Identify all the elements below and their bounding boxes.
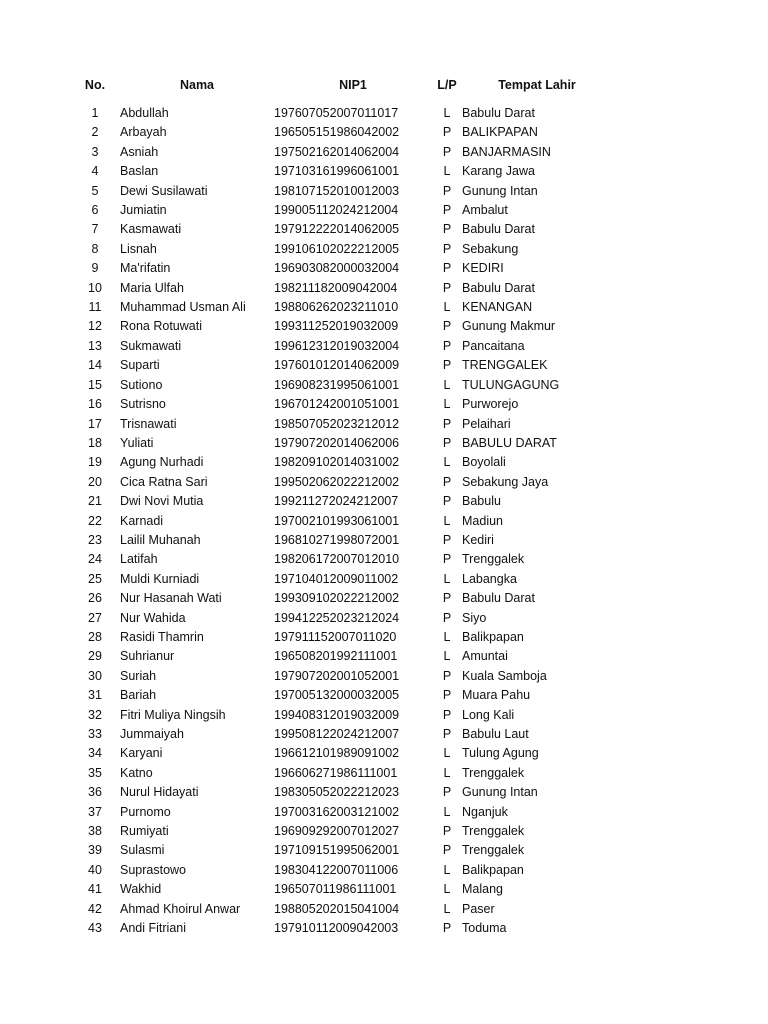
- cell-nip: 199502062022212002: [274, 474, 400, 489]
- table-row: [70, 550, 612, 569]
- cell-nip: 199311252019032009: [274, 319, 399, 334]
- cell-nip: 197911152007011020: [274, 629, 397, 644]
- cell-nip: 196908231995061001: [274, 377, 400, 392]
- cell-nama: Cica Ratna Sari: [120, 474, 208, 489]
- cell-nama: Sulasmi: [120, 843, 165, 858]
- cell-lp: L: [443, 746, 451, 761]
- cell-no: 15: [88, 377, 102, 392]
- table-row: [70, 570, 612, 589]
- cell-no: 17: [88, 416, 102, 431]
- cell-nip: 197607052007011017: [274, 106, 399, 120]
- header-tempat-lahir: Tempat Lahir: [498, 78, 576, 93]
- cell-lp: L: [443, 862, 451, 877]
- cell-lp: L: [443, 455, 451, 470]
- table-row: [70, 298, 612, 317]
- cell-lp: L: [443, 765, 451, 780]
- cell-no: 7: [91, 222, 99, 237]
- cell-lp: L: [443, 629, 451, 644]
- table-row: [70, 861, 612, 880]
- cell-nip: 197502162014062004: [274, 144, 400, 159]
- table-row: [70, 706, 612, 725]
- cell-nama: Muhammad Usman Ali: [120, 300, 246, 315]
- cell-nama: Nur Hasanah Wati: [120, 591, 222, 606]
- table-row: [70, 667, 612, 686]
- cell-lp: P: [442, 338, 452, 353]
- cell-no: 5: [91, 183, 99, 198]
- table-row: [70, 337, 612, 356]
- table-row: [70, 880, 612, 899]
- table-row: [70, 123, 612, 142]
- cell-no: 13: [88, 338, 102, 353]
- cell-no: 32: [88, 707, 102, 722]
- cell-nama: Baslan: [120, 164, 159, 179]
- table-row: [70, 473, 612, 492]
- cell-no: 29: [88, 649, 102, 664]
- cell-no: 42: [88, 901, 102, 916]
- table-row: [70, 356, 612, 375]
- cell-nama: Asniah: [120, 144, 159, 159]
- table-header: [70, 76, 612, 104]
- cell-no: 6: [91, 203, 99, 218]
- cell-lp: P: [442, 727, 452, 741]
- cell-tempat-lahir: Malang: [462, 882, 503, 897]
- cell-lp: P: [442, 921, 452, 936]
- cell-lp: P: [442, 203, 452, 218]
- cell-nama: Arbayah: [120, 125, 167, 140]
- cell-tempat-lahir: Siyo: [462, 610, 487, 625]
- cell-nip: 199612312019032004: [274, 338, 400, 353]
- cell-no: 33: [88, 727, 102, 741]
- cell-tempat-lahir: Gunung Intan: [462, 785, 538, 800]
- cell-nip: 198805202015041004: [274, 901, 400, 916]
- cell-no: 8: [91, 241, 99, 256]
- cell-tempat-lahir: TRENGGALEK: [462, 358, 548, 373]
- cell-nama: Suparti: [120, 358, 160, 373]
- cell-nip: 198211182009042004: [274, 280, 398, 295]
- cell-nip: 198209102014031002: [274, 455, 400, 470]
- cell-nama: Katno: [120, 765, 153, 780]
- cell-lp: P: [442, 688, 452, 703]
- header-nama: Nama: [179, 78, 215, 93]
- cell-tempat-lahir: Babulu Laut: [462, 727, 529, 741]
- header-lp: L/P: [437, 78, 457, 93]
- table-row: [70, 647, 612, 666]
- cell-nama: Nur Wahida: [120, 610, 186, 625]
- cell-lp: P: [442, 474, 452, 489]
- table-row: [70, 201, 612, 220]
- cell-no: 37: [88, 804, 102, 819]
- table-row: [70, 803, 612, 822]
- cell-tempat-lahir: Purworejo: [462, 397, 519, 412]
- cell-no: 35: [88, 765, 102, 780]
- cell-tempat-lahir: Tulung Agung: [462, 746, 539, 761]
- cell-no: 23: [88, 532, 102, 547]
- cell-nama: Karnadi: [120, 513, 164, 528]
- cell-nama: Dwi Novi Mutia: [120, 494, 204, 509]
- cell-no: 16: [88, 397, 102, 412]
- table-row: [70, 783, 612, 802]
- cell-tempat-lahir: Babulu Darat: [462, 222, 535, 237]
- cell-nip: 199412252023212024: [274, 610, 400, 625]
- cell-lp: P: [442, 183, 452, 198]
- cell-lp: P: [442, 435, 452, 450]
- cell-tempat-lahir: Trenggalek: [462, 765, 525, 780]
- cell-nip: 198305052022212023: [274, 785, 400, 800]
- cell-nama: Kasmawati: [120, 222, 182, 237]
- cell-lp: P: [442, 552, 452, 567]
- cell-tempat-lahir: Ambalut: [462, 203, 508, 218]
- cell-nama: Wakhid: [120, 882, 162, 897]
- cell-lp: P: [442, 261, 452, 276]
- cell-lp: P: [442, 785, 452, 800]
- cell-lp: P: [442, 494, 452, 509]
- cell-nip: 196507011986111001: [274, 882, 397, 897]
- table-row: [70, 376, 612, 395]
- cell-lp: P: [442, 280, 452, 295]
- cell-lp: L: [443, 649, 451, 664]
- cell-no: 19: [88, 455, 102, 470]
- cell-no: 31: [88, 688, 102, 703]
- cell-nama: Fitri Muliya Ningsih: [120, 707, 226, 722]
- cell-nama: Karyani: [120, 746, 163, 761]
- cell-tempat-lahir: Long Kali: [462, 707, 515, 722]
- cell-nip: 199408312019032009: [274, 707, 400, 722]
- cell-nama: Rona Rotuwati: [120, 319, 202, 334]
- cell-lp: P: [442, 610, 452, 625]
- cell-lp: L: [443, 901, 451, 916]
- cell-no: 4: [91, 164, 99, 179]
- cell-lp: L: [443, 804, 451, 819]
- cell-no: 30: [88, 668, 102, 683]
- cell-nip: 197103161996061001: [274, 164, 400, 179]
- cell-no: 40: [88, 862, 102, 877]
- cell-tempat-lahir: Nganjuk: [462, 804, 508, 819]
- cell-nama: Purnomo: [120, 804, 171, 819]
- cell-nama: Sutrisno: [120, 397, 166, 412]
- table-row: [70, 240, 612, 259]
- table-body: [70, 104, 612, 938]
- cell-lp: L: [443, 377, 451, 392]
- cell-nip: 198806262023211010: [274, 300, 399, 315]
- cell-tempat-lahir: Boyolali: [462, 455, 506, 470]
- cell-nip: 197601012014062009: [274, 358, 400, 373]
- cell-nama: Abdullah: [120, 106, 169, 120]
- table-row: [70, 725, 612, 744]
- cell-nama: Ma'rifatin: [120, 261, 171, 276]
- cell-lp: L: [443, 106, 451, 120]
- cell-nip: 197910112009042003: [274, 921, 399, 936]
- cell-nama: Maria Ulfah: [120, 280, 184, 295]
- cell-nip: 197005132000032005: [274, 688, 400, 703]
- cell-tempat-lahir: KEDIRI: [462, 261, 504, 276]
- cell-no: 38: [88, 824, 102, 839]
- table-row: [70, 589, 612, 608]
- cell-nama: Bariah: [120, 688, 157, 703]
- cell-tempat-lahir: Gunung Makmur: [462, 319, 556, 334]
- cell-tempat-lahir: Trenggalek: [462, 552, 525, 567]
- table-row: [70, 162, 612, 181]
- cell-nip: 197003162003121002: [274, 804, 400, 819]
- cell-nama: Ahmad Khoirul Anwar: [120, 901, 241, 916]
- employee-table: [70, 76, 612, 938]
- cell-tempat-lahir: BABULU DARAT: [462, 435, 557, 450]
- cell-nip: 197002101993061001: [274, 513, 400, 528]
- cell-nama: Trisnawati: [120, 416, 177, 431]
- cell-tempat-lahir: Toduma: [462, 921, 507, 936]
- cell-no: 34: [88, 746, 102, 761]
- table-row: [70, 182, 612, 201]
- cell-tempat-lahir: Babulu Darat: [462, 106, 535, 120]
- table-row: [70, 492, 612, 511]
- cell-lp: P: [442, 358, 452, 373]
- cell-lp: P: [442, 707, 452, 722]
- cell-nip: 199309102022212002: [274, 591, 400, 606]
- cell-nama: Nurul Hidayati: [120, 785, 199, 800]
- table-row: [70, 143, 612, 162]
- cell-tempat-lahir: BANJARMASIN: [462, 144, 551, 159]
- table-row: [70, 900, 612, 919]
- table-row: [70, 628, 612, 647]
- cell-nip: 199211272024212007: [274, 494, 399, 509]
- cell-tempat-lahir: Amuntai: [462, 649, 508, 664]
- table-row: [70, 434, 612, 453]
- cell-lp: P: [442, 824, 452, 839]
- table-row: [70, 317, 612, 336]
- cell-nama: Andi Fitriani: [120, 921, 186, 936]
- cell-no: 3: [91, 144, 99, 159]
- cell-tempat-lahir: Paser: [462, 901, 495, 916]
- table-row: [70, 841, 612, 860]
- cell-no: 14: [88, 358, 102, 373]
- cell-no: 18: [88, 435, 102, 450]
- table-row: [70, 104, 612, 123]
- cell-nip: 196612101989091002: [274, 746, 400, 761]
- cell-tempat-lahir: Balikpapan: [462, 629, 524, 644]
- cell-nip: 198507052023212012: [274, 416, 400, 431]
- cell-lp: P: [442, 241, 452, 256]
- cell-tempat-lahir: Babulu Darat: [462, 280, 535, 295]
- cell-no: 10: [88, 280, 102, 295]
- cell-lp: L: [443, 513, 451, 528]
- cell-nip: 199508122024212007: [274, 727, 400, 741]
- cell-lp: P: [442, 591, 452, 606]
- cell-no: 22: [88, 513, 102, 528]
- cell-nip: 196909292007012027: [274, 824, 400, 839]
- cell-nama: Jummaiyah: [120, 727, 184, 741]
- cell-nama: Rumiyati: [120, 824, 169, 839]
- table-row: [70, 415, 612, 434]
- table-row: [70, 512, 612, 531]
- cell-nip: 196508201992111001: [274, 649, 398, 664]
- cell-tempat-lahir: Kuala Samboja: [462, 668, 547, 683]
- cell-tempat-lahir: Madiun: [462, 513, 503, 528]
- cell-nama: Jumiatin: [120, 203, 167, 218]
- table-row: [70, 609, 612, 628]
- cell-nama: Dewi Susilawati: [120, 183, 208, 198]
- cell-nip: 196505151986042002: [274, 125, 400, 140]
- cell-tempat-lahir: Sebakung: [462, 241, 519, 256]
- cell-tempat-lahir: Pelaihari: [462, 416, 511, 431]
- cell-nama: Rasidi Thamrin: [120, 629, 204, 644]
- cell-no: 28: [88, 629, 102, 644]
- cell-lp: L: [443, 164, 451, 179]
- table-row: [70, 744, 612, 763]
- cell-tempat-lahir: Balikpapan: [462, 862, 524, 877]
- cell-nip: 199106102022212005: [274, 241, 400, 256]
- header-row: [70, 76, 612, 104]
- cell-tempat-lahir: Pancaitana: [462, 338, 525, 353]
- cell-tempat-lahir: Trenggalek: [462, 843, 525, 858]
- cell-no: 1: [91, 106, 99, 120]
- cell-nama: Agung Nurhadi: [120, 455, 204, 470]
- cell-lp: P: [442, 843, 452, 858]
- cell-nip: 198107152010012003: [274, 183, 400, 198]
- cell-nama: Sukmawati: [120, 338, 182, 353]
- cell-tempat-lahir: KENANGAN: [462, 300, 533, 315]
- cell-lp: L: [443, 397, 451, 412]
- cell-nama: Latifah: [120, 552, 158, 567]
- cell-no: 12: [88, 319, 102, 334]
- cell-lp: P: [442, 222, 452, 237]
- cell-lp: L: [443, 571, 451, 586]
- table-row: [70, 531, 612, 550]
- table-row: [70, 220, 612, 239]
- cell-no: 2: [91, 125, 99, 140]
- cell-tempat-lahir: TULUNGAGUNG: [462, 377, 560, 392]
- cell-nama: Suhrianur: [120, 649, 175, 664]
- cell-nip: 196606271986111001: [274, 765, 398, 780]
- cell-no: 21: [88, 494, 102, 509]
- cell-nip: 198304122007011006: [274, 862, 399, 877]
- cell-nip: 199005112024212004: [274, 203, 399, 218]
- table-row: [70, 279, 612, 298]
- table-row: [70, 764, 612, 783]
- cell-tempat-lahir: Muara Pahu: [462, 688, 531, 703]
- cell-nama: Suprastowo: [120, 862, 187, 877]
- cell-nip: 197912222014062005: [274, 222, 400, 237]
- cell-no: 9: [91, 261, 99, 276]
- cell-tempat-lahir: Trenggalek: [462, 824, 525, 839]
- cell-nama: Lailil Muhanah: [120, 532, 201, 547]
- cell-no: 11: [88, 300, 102, 315]
- cell-no: 39: [88, 843, 102, 858]
- cell-nama: Lisnah: [120, 241, 157, 256]
- header-nip: NIP1: [339, 78, 367, 93]
- cell-nama: Muldi Kurniadi: [120, 571, 200, 586]
- cell-lp: P: [442, 144, 452, 159]
- cell-nama: Suriah: [120, 668, 157, 683]
- table-row: [70, 395, 612, 414]
- cell-no: 26: [88, 591, 102, 606]
- table-row: [70, 822, 612, 841]
- cell-nip: 198206172007012010: [274, 552, 400, 567]
- cell-tempat-lahir: Sebakung Jaya: [462, 474, 549, 489]
- cell-nip: 196701242001051001: [274, 397, 400, 412]
- cell-nama: Yuliati: [120, 435, 154, 450]
- cell-lp: P: [442, 532, 452, 547]
- cell-no: 36: [88, 785, 102, 800]
- cell-nip: 197907202014062006: [274, 435, 400, 450]
- cell-tempat-lahir: Karang Jawa: [462, 164, 535, 179]
- cell-no: 25: [88, 571, 102, 586]
- cell-nip: 196903082000032004: [274, 261, 400, 276]
- table-row: [70, 453, 612, 472]
- cell-lp: L: [443, 300, 451, 315]
- header-no: No.: [84, 78, 106, 93]
- cell-lp: P: [442, 416, 452, 431]
- cell-no: 24: [88, 552, 102, 567]
- cell-tempat-lahir: BALIKPAPAN: [462, 125, 538, 140]
- table-row: [70, 686, 612, 705]
- cell-lp: L: [443, 882, 451, 897]
- table-row: [70, 919, 612, 938]
- cell-nama: Sutiono: [120, 377, 163, 392]
- cell-no: 20: [88, 474, 102, 489]
- cell-nip: 197109151995062001: [274, 843, 400, 858]
- cell-tempat-lahir: Babulu: [462, 494, 501, 509]
- cell-tempat-lahir: Babulu Darat: [462, 591, 535, 606]
- cell-lp: P: [442, 319, 452, 334]
- cell-lp: P: [442, 668, 452, 683]
- cell-tempat-lahir: Gunung Intan: [462, 183, 538, 198]
- cell-no: 43: [88, 921, 102, 936]
- cell-tempat-lahir: Kediri: [462, 532, 494, 547]
- cell-lp: P: [442, 125, 452, 140]
- cell-nip: 196810271998072001: [274, 532, 400, 547]
- table-row: [70, 259, 612, 278]
- cell-no: 41: [88, 882, 102, 897]
- cell-no: 27: [88, 610, 102, 625]
- cell-nip: 197907202001052001: [274, 668, 400, 683]
- cell-tempat-lahir: Labangka: [462, 571, 517, 586]
- cell-nip: 197104012009011002: [274, 571, 399, 586]
